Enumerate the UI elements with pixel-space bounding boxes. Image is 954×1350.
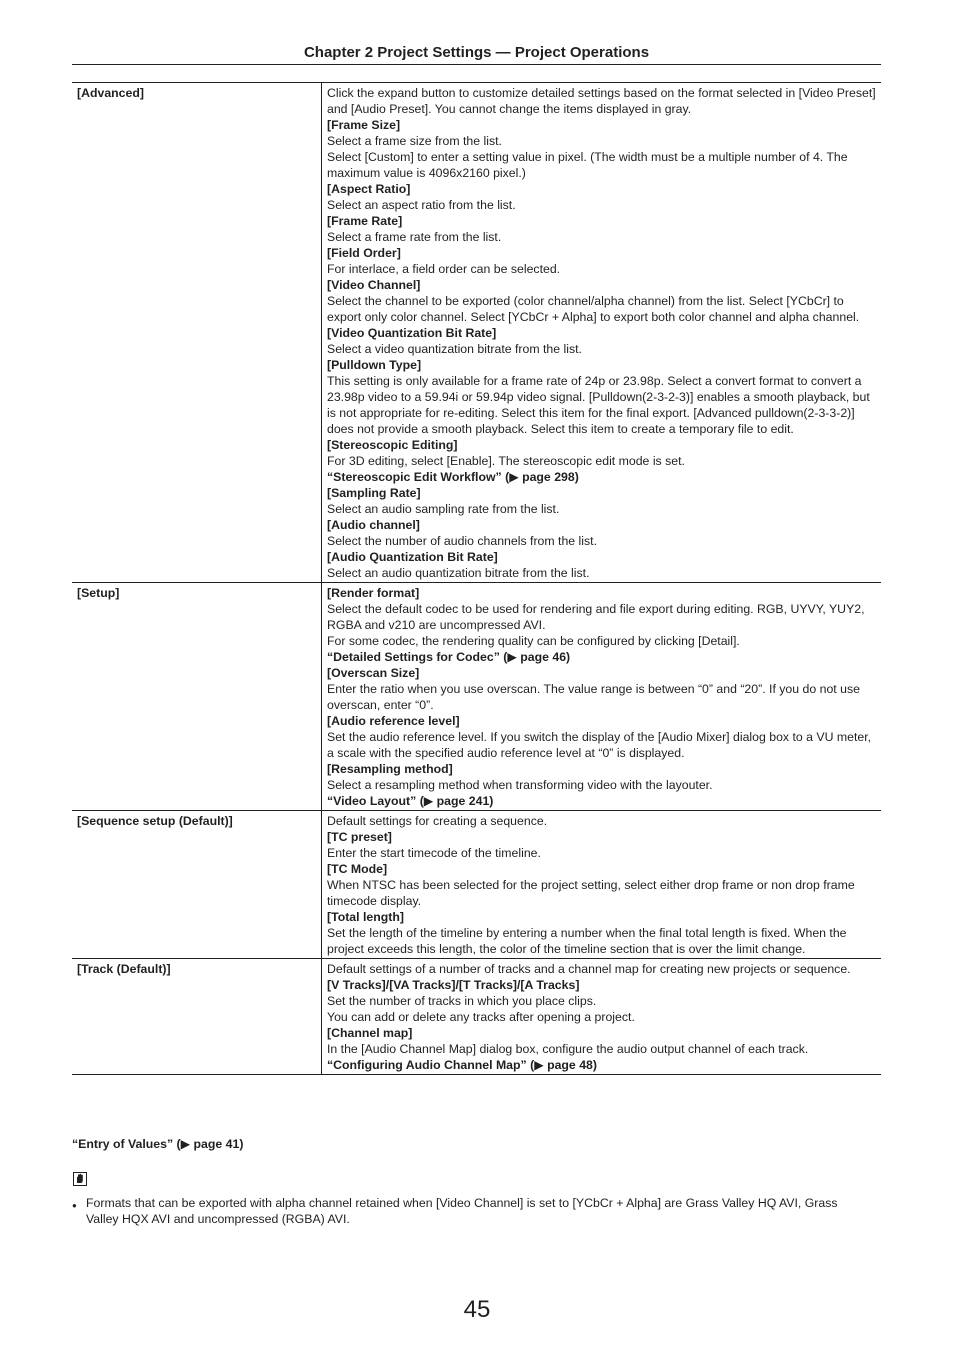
item-heading: [Total length] <box>327 910 404 924</box>
item-text: For some codec, the rendering quality can be configured by clicking [Detail]. <box>327 634 740 648</box>
item-text: Select an audio quantization bitrate from the list. <box>327 566 590 580</box>
item-heading: [Stereoscopic Editing] <box>327 438 458 452</box>
item-text: Select an audio sampling rate from the list. <box>327 502 560 516</box>
item-text: Default settings for creating a sequence. <box>327 814 548 828</box>
item-heading: [Audio reference level] <box>327 714 460 728</box>
item-text: Default settings of a number of tracks and a channel map for creating new projects or sequence. <box>327 962 851 976</box>
item-text: Set the length of the timeline by entering a number when the final total length is fixed. When the project exceeds this length, the color of the timeline section that is over the limit change. <box>327 926 847 956</box>
table-row <box>72 83 881 583</box>
setting-label: [Setup] <box>72 583 322 811</box>
item-text: Enter the ratio when you use overscan. The value range is between “0” and “20”. If you do not use overscan, enter “0”. <box>327 682 860 712</box>
note-text: Formats that can be exported with alpha channel retained when [Video Channel] is set to [YCbCr + Alpha] are Grass Valley HQ AVI, Grass Valley HQX AVI and uncompressed (RGBA) AVI. <box>86 1196 838 1226</box>
item-text: Select the default codec to be used for rendering and file export during editing. RGB, UYVY, YUY2, RGBA and v210 are uncompressed AVI. <box>327 602 865 632</box>
item-heading: [Overscan Size] <box>327 666 420 680</box>
setting-description <box>322 83 882 583</box>
setting-label: [Track (Default)] <box>72 959 322 1075</box>
item-heading: [Audio Quantization Bit Rate] <box>327 550 498 564</box>
item-text: Select a video quantization bitrate from the list. <box>327 342 582 356</box>
item-heading: [Frame Rate] <box>327 214 403 228</box>
item-heading: [Aspect Ratio] <box>327 182 411 196</box>
note-icon <box>73 1172 87 1186</box>
item-text: Select a frame rate from the list. <box>327 230 502 244</box>
cross-reference-link[interactable]: “Stereoscopic Edit Workflow” (▶ page 298) <box>327 470 579 484</box>
item-heading: [Field Order] <box>327 246 401 260</box>
item-heading: [Video Channel] <box>327 278 421 292</box>
item-heading: [Channel map] <box>327 1026 413 1040</box>
item-text: For 3D editing, select [Enable]. The stereoscopic edit mode is set. <box>327 454 685 468</box>
item-heading: [TC Mode] <box>327 862 388 876</box>
item-heading: [Audio channel] <box>327 518 420 532</box>
item-heading: [Video Quantization Bit Rate] <box>327 326 497 340</box>
setting-label: [Sequence setup (Default)] <box>72 811 322 959</box>
item-text: Select the channel to be exported (color channel/alpha channel) from the list. Select [YCbCr] to export only color channel. Select [YCbCr + Alpha] to export both color channel and alpha channel. <box>327 294 860 324</box>
item-text: Set the audio reference level. If you switch the display of the [Audio Mixer] dialog box to a VU meter, a scale with the specified audio reference level at “0” is displayed. <box>327 730 872 760</box>
chapter-header: Chapter 2 Project Settings — Project Operations <box>303 44 650 61</box>
item-heading: [Resampling method] <box>327 762 453 776</box>
item-heading: [TC preset] <box>327 830 392 844</box>
item-text: Set the number of tracks in which you place clips. <box>327 994 597 1008</box>
item-heading: [Pulldown Type] <box>327 358 422 372</box>
item-text: You can add or delete any tracks after opening a project. <box>327 1010 635 1024</box>
setting-description <box>322 811 882 959</box>
item-heading: [Render format] <box>327 586 420 600</box>
setting-description <box>322 959 882 1075</box>
cross-reference-link[interactable]: “Detailed Settings for Codec” (▶ page 46) <box>327 650 571 664</box>
item-text: For interlace, a field order can be selected. <box>327 262 561 276</box>
page-number: 45 <box>463 1296 491 1323</box>
note-block <box>72 1195 872 1227</box>
item-text: Select the number of audio channels from the list. <box>327 534 597 548</box>
table-row <box>72 811 881 959</box>
item-text: Select a resampling method when transforming video with the layouter. <box>327 778 713 792</box>
item-text: Select [Custom] to enter a setting value in pixel. (The width must be a multiple number of 4. The maximum value is 4096x2160 pixel.) <box>327 150 848 180</box>
item-heading: [Frame Size] <box>327 118 401 132</box>
cross-reference-link[interactable]: “Configuring Audio Channel Map” (▶ page 48) <box>327 1058 597 1072</box>
table-row <box>72 583 881 811</box>
settings-table <box>72 82 881 1075</box>
item-text: This setting is only available for a frame rate of 24p or 23.98p. Select a convert format to convert a 23.98p video to a 59.94i or 59.94p video signal. [Pulldown(2-3-2-3)] enables a smooth playback, but is not appropriate for re-editing. Select this item for the final export. [Advanced pulldown(2-3-3-2)] does not provide a smooth playback. Select this item to create a temporary file to edit. <box>327 374 870 436</box>
item-heading: [Sampling Rate] <box>327 486 421 500</box>
item-text: When NTSC has been selected for the project setting, select either drop frame or non drop frame timecode display. <box>327 878 855 908</box>
table-row <box>72 959 881 1075</box>
header-rule <box>72 64 881 65</box>
setting-label: [Advanced] <box>72 83 322 583</box>
item-text: Select a frame size from the list. <box>327 134 502 148</box>
bullet-icon: ● <box>72 1201 77 1210</box>
item-text: Select an aspect ratio from the list. <box>327 198 516 212</box>
item-heading: [V Tracks]/[VA Tracks]/[T Tracks]/[A Tracks] <box>327 978 580 992</box>
item-text: Enter the start timecode of the timeline. <box>327 846 541 860</box>
setting-description <box>322 583 882 811</box>
item-text: In the [Audio Channel Map] dialog box, configure the audio output channel of each track. <box>327 1042 809 1056</box>
cross-reference-link[interactable]: “Video Layout” (▶ page 241) <box>327 794 494 808</box>
item-text: Click the expand button to customize detailed settings based on the format selected in [Video Preset] and [Audio Preset]. You cannot change the items displayed in gray. <box>327 86 876 116</box>
cross-reference-link[interactable]: “Entry of Values” (▶ page 41) <box>72 1137 244 1151</box>
